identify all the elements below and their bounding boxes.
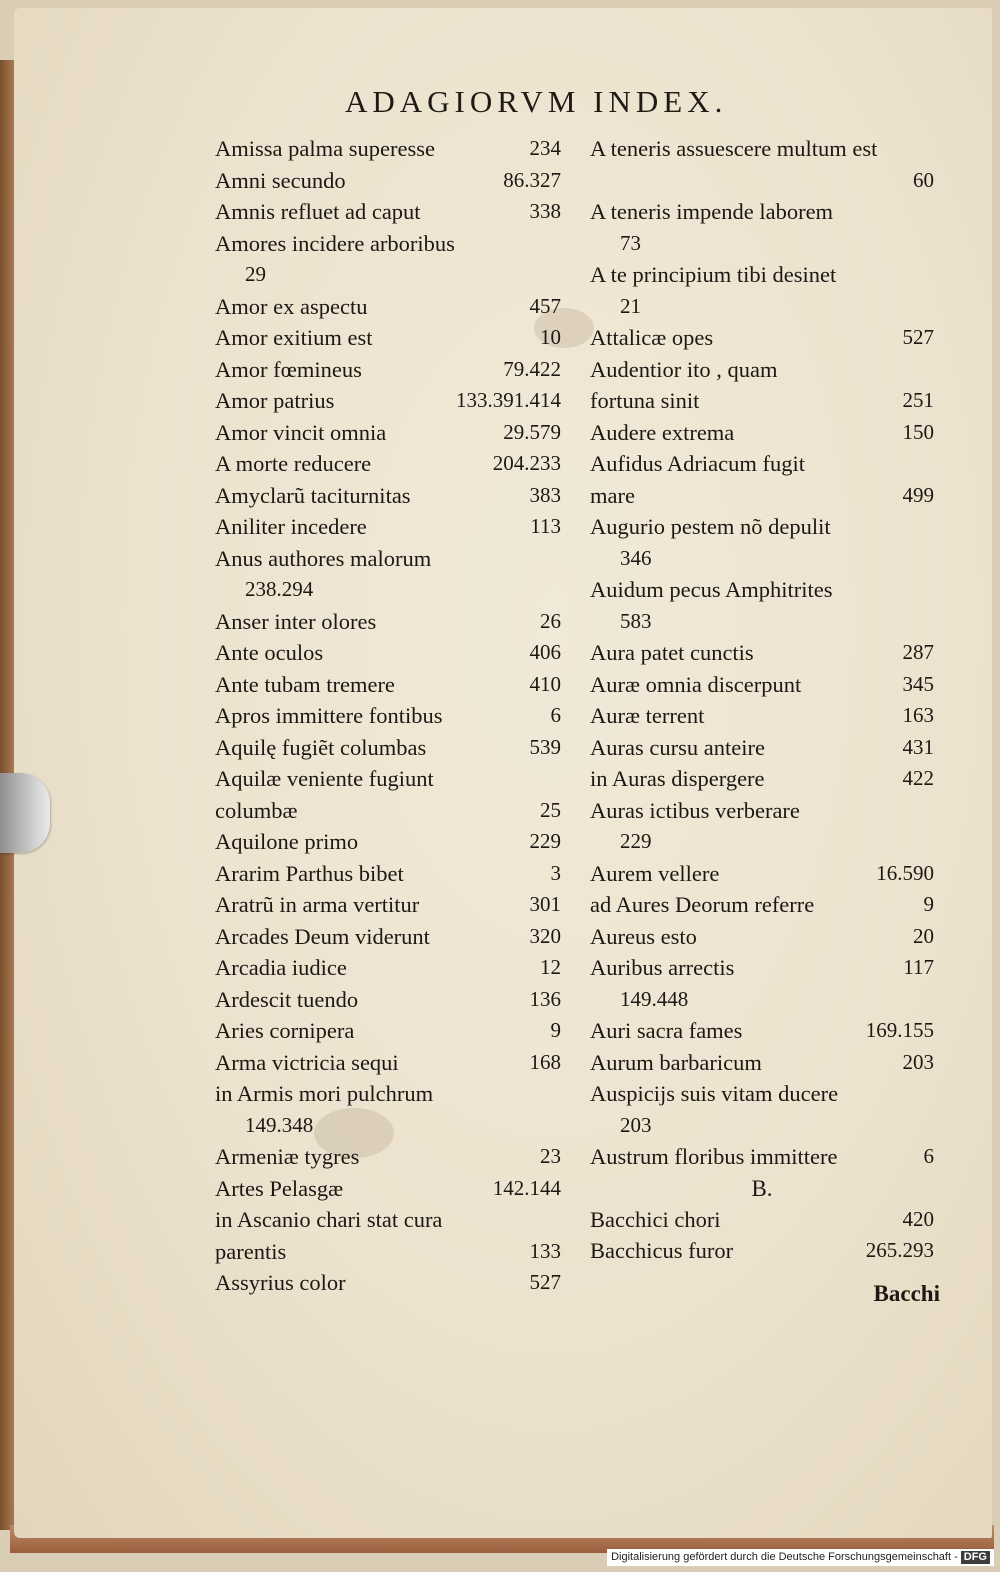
index-entry [590, 196, 934, 259]
index-entry [215, 133, 561, 165]
entry-term: ad Aures Deorum referre [590, 892, 815, 917]
entry-term: Amor fœmineus [215, 356, 362, 382]
entry-term: Audere extrema [590, 419, 735, 445]
page-header: ADAGIORVM INDEX. [345, 84, 728, 119]
index-entry [590, 1047, 934, 1079]
index-entry [215, 1015, 561, 1047]
index-right-b-entries [590, 1204, 934, 1267]
entry-term: Aureus esto [590, 923, 697, 949]
footer-text: Digitalisierung gefördert durch die Deutsche Forschungsgemeinschaft - [611, 1551, 958, 1563]
entry-term: Arcadia iudice [215, 955, 347, 980]
index-entry [590, 1078, 934, 1141]
entry-page-number: 338 [529, 199, 561, 223]
entry-page-number: 73 [620, 230, 641, 255]
index-entry [590, 795, 934, 858]
entry-page-number: 204.233 [492, 451, 561, 475]
index-entry [215, 385, 561, 417]
index-entry [590, 984, 934, 1016]
index-entry [215, 858, 561, 890]
entry-page-number: 539 [529, 734, 561, 759]
index-entry [590, 889, 934, 921]
entry-page-number: 229 [529, 829, 561, 853]
entry-page-number: 238.294 [245, 577, 314, 601]
index-entry [590, 669, 934, 701]
entry-term: Amor patrius [215, 388, 335, 413]
entry-page-number: 149.448 [620, 986, 689, 1011]
index-entry [215, 1173, 561, 1205]
entry-term: A te principium tibi desinet [590, 262, 837, 287]
entry-page-number: 9 [550, 1018, 561, 1042]
index-entry [590, 921, 934, 953]
entry-page-number: 16.590 [876, 860, 934, 885]
index-entry [215, 1141, 561, 1173]
entry-term: Anus authores malorum [215, 545, 432, 571]
entry-term: Arcades Deum viderunt [215, 923, 430, 949]
index-entry [590, 763, 934, 795]
entry-term: Aquilæ veniente fugiunt columbæ [215, 766, 434, 823]
entry-term: Armeniæ tygres [215, 1144, 360, 1169]
index-entry [590, 417, 934, 449]
entry-page-number: 142.144 [492, 1175, 561, 1200]
index-entry [215, 826, 561, 858]
entry-page-number: 229 [620, 829, 652, 853]
entry-term: Amni secundo [215, 167, 346, 193]
index-entry [590, 637, 934, 669]
entry-page-number: 346 [620, 545, 652, 570]
section-heading-b: B. [751, 1175, 773, 1201]
entry-page-number: 29.579 [503, 419, 561, 444]
index-entry [215, 480, 561, 512]
entry-term: Attalicæ opes [590, 325, 714, 350]
entry-page-number: 26 [540, 608, 561, 633]
entry-page-number: 345 [902, 671, 934, 696]
entry-page-number: 383 [529, 482, 561, 507]
index-entry [590, 511, 934, 574]
entry-term: A teneris assuescere multum est [590, 136, 878, 161]
index-entry [590, 322, 934, 354]
entry-page-number: 287 [902, 640, 934, 664]
entry-page-number: 117 [903, 955, 934, 979]
index-entry [590, 259, 934, 322]
index-entry [215, 511, 561, 543]
entry-page-number: 301 [529, 892, 561, 916]
entry-page-number: 29 [245, 262, 266, 286]
entry-page-number: 23 [540, 1144, 561, 1168]
entry-term: Auræ omnia discerpunt [590, 671, 802, 697]
entry-term: Auræ terrent [590, 703, 705, 728]
entry-term: Amor exitium est [215, 325, 373, 350]
entry-term: Amor ex aspectu [215, 293, 368, 319]
index-entry [215, 921, 561, 953]
index-entry [590, 354, 934, 417]
entry-term: Aniliter incedere [215, 514, 367, 539]
entry-term: Anser inter olores [215, 608, 377, 634]
entry-term: A morte reducere [215, 451, 372, 476]
catchword: Bacchi [873, 1281, 940, 1306]
index-entry [215, 763, 561, 826]
entry-term: Assyrius color [215, 1270, 346, 1295]
entry-page-number: 133 [529, 1238, 561, 1263]
index-entry [215, 291, 561, 323]
entry-term: Artes Pelasgæ [215, 1175, 344, 1201]
entry-page-number: 169.155 [865, 1018, 934, 1042]
entry-page-number: 251 [902, 388, 934, 412]
entry-page-number: 79.422 [503, 356, 561, 381]
entry-term: in Armis mori pulchrum [215, 1081, 434, 1106]
entry-term: Bacchici chori [590, 1206, 721, 1232]
entry-term: Aquilę fugiẽt columbas [215, 734, 427, 760]
index-entry [215, 1204, 561, 1267]
index-entry [590, 1015, 934, 1047]
entry-term: Aries cornipera [215, 1018, 355, 1043]
index-column-left [215, 133, 561, 1299]
entry-term: Aratrũ in arma vertitur [215, 892, 420, 917]
index-entry [215, 543, 561, 606]
index-entry [215, 354, 561, 386]
entry-term: Auri sacra fames [590, 1018, 743, 1043]
entry-term: Augurio pestem nõ depulit [590, 514, 831, 539]
index-column-right [590, 133, 934, 1267]
index-entry [215, 165, 561, 197]
index-entry [590, 1235, 934, 1267]
digitization-footer [607, 1549, 994, 1566]
index-entry [215, 196, 561, 228]
entry-page-number: 149.348 [245, 1112, 314, 1137]
entry-term: A teneris impende laborem [590, 199, 834, 224]
entry-term: Amyclarũ taciturnitas [215, 482, 411, 508]
index-entry [215, 669, 561, 701]
index-entry [215, 952, 561, 984]
entry-page-number: 20 [913, 923, 934, 948]
entry-term: Aurem vellere [590, 860, 720, 886]
entry-term: Arma victricia sequi [215, 1049, 399, 1075]
dfg-logo: DFG [961, 1551, 990, 1564]
entry-page-number: 527 [902, 325, 934, 349]
entry-page-number: 234 [529, 136, 561, 160]
index-entry [215, 228, 561, 291]
index-entry [590, 1204, 934, 1236]
entry-term: Auras cursu anteire [590, 734, 765, 760]
entry-term: in Auras dispergere [590, 766, 765, 791]
entry-term: in Ascanio chari stat cura parentis [215, 1207, 443, 1264]
entry-page-number: 10 [540, 325, 561, 349]
entry-page-number: 265.293 [865, 1238, 934, 1262]
entry-term: Austrum floribus immittere [590, 1144, 838, 1169]
entry-term: Aufidus Adriacum fugit mare [590, 451, 805, 508]
entry-page-number: 3 [550, 860, 561, 885]
index-entry [215, 637, 561, 669]
entry-term: Auribus arrectis [590, 955, 735, 980]
entry-term: Auspicijs suis vitam ducere [590, 1081, 839, 1106]
index-entry [215, 448, 561, 480]
entry-page-number: 422 [902, 766, 934, 790]
entry-page-number: 168 [529, 1049, 561, 1074]
entry-term: Ararim Parthus bibet [215, 860, 404, 886]
index-entry [215, 1047, 561, 1079]
entry-term: Amissa palma superesse [215, 136, 435, 161]
entry-term: Amnis refluet ad caput [215, 199, 421, 224]
index-entry [590, 952, 934, 984]
index-entry [590, 448, 934, 511]
entry-page-number: 25 [540, 797, 561, 822]
index-entry [215, 889, 561, 921]
entry-page-number: 163 [902, 703, 934, 727]
index-entry [590, 1141, 934, 1173]
entry-page-number: 86.327 [503, 167, 561, 192]
index-entry [215, 732, 561, 764]
entry-page-number: 9 [923, 892, 934, 916]
entry-page-number: 6 [550, 703, 561, 727]
entry-term: Apros immittere fontibus [215, 703, 443, 728]
entry-page-number: 203 [902, 1049, 934, 1074]
entry-term: Auidum pecus Amphitrites [590, 577, 833, 602]
entry-term: Audentior ito , quam fortuna sinit [590, 356, 778, 413]
entry-page-number: 6 [923, 1144, 934, 1168]
entry-term: Aquilone primo [215, 829, 359, 854]
page-clip [0, 773, 50, 853]
entry-page-number: 527 [529, 1270, 561, 1294]
entry-term: Aurum barbaricum [590, 1049, 762, 1075]
entry-page-number: 150 [902, 419, 934, 444]
index-entry [215, 700, 561, 732]
entry-page-number: 12 [540, 955, 561, 979]
entry-term: Aura patet cunctis [590, 640, 754, 665]
entry-term: Ante oculos [215, 640, 324, 665]
entry-page-number: 60 [913, 167, 934, 192]
entry-page-number: 499 [902, 482, 934, 507]
entry-page-number: 203 [620, 1112, 652, 1137]
index-entry [215, 322, 561, 354]
entry-page-number: 136 [529, 986, 561, 1011]
index-entry [590, 574, 934, 637]
entry-page-number: 583 [620, 608, 652, 633]
index-right-a-entries [590, 133, 934, 1173]
entry-term: Amores incidere arboribus [215, 230, 455, 256]
index-entry [215, 1078, 561, 1141]
entry-page-number: 431 [902, 734, 934, 759]
index-entry [215, 606, 561, 638]
entry-page-number: 457 [529, 293, 561, 318]
entry-page-number: 133.391.414 [456, 388, 561, 412]
entry-page-number: 420 [902, 1206, 934, 1231]
index-entry [590, 732, 934, 764]
index-entry [590, 700, 934, 732]
entry-page-number: 21 [620, 293, 641, 318]
index-entry [590, 133, 934, 196]
entry-term: Ardescit tuendo [215, 986, 359, 1012]
index-entry [215, 984, 561, 1016]
entry-page-number: 113 [530, 514, 561, 538]
index-entry [215, 1267, 561, 1299]
index-entry [215, 417, 561, 449]
index-entry [590, 858, 934, 890]
entry-term: Ante tubam tremere [215, 671, 395, 697]
entry-term: Amor vincit omnia [215, 419, 387, 445]
entry-term: Bacchicus furor [590, 1238, 734, 1263]
entry-page-number: 410 [529, 671, 561, 696]
entry-page-number: 406 [529, 640, 561, 664]
entry-page-number: 320 [529, 923, 561, 948]
entry-term: Auras ictibus verberare [590, 797, 800, 823]
